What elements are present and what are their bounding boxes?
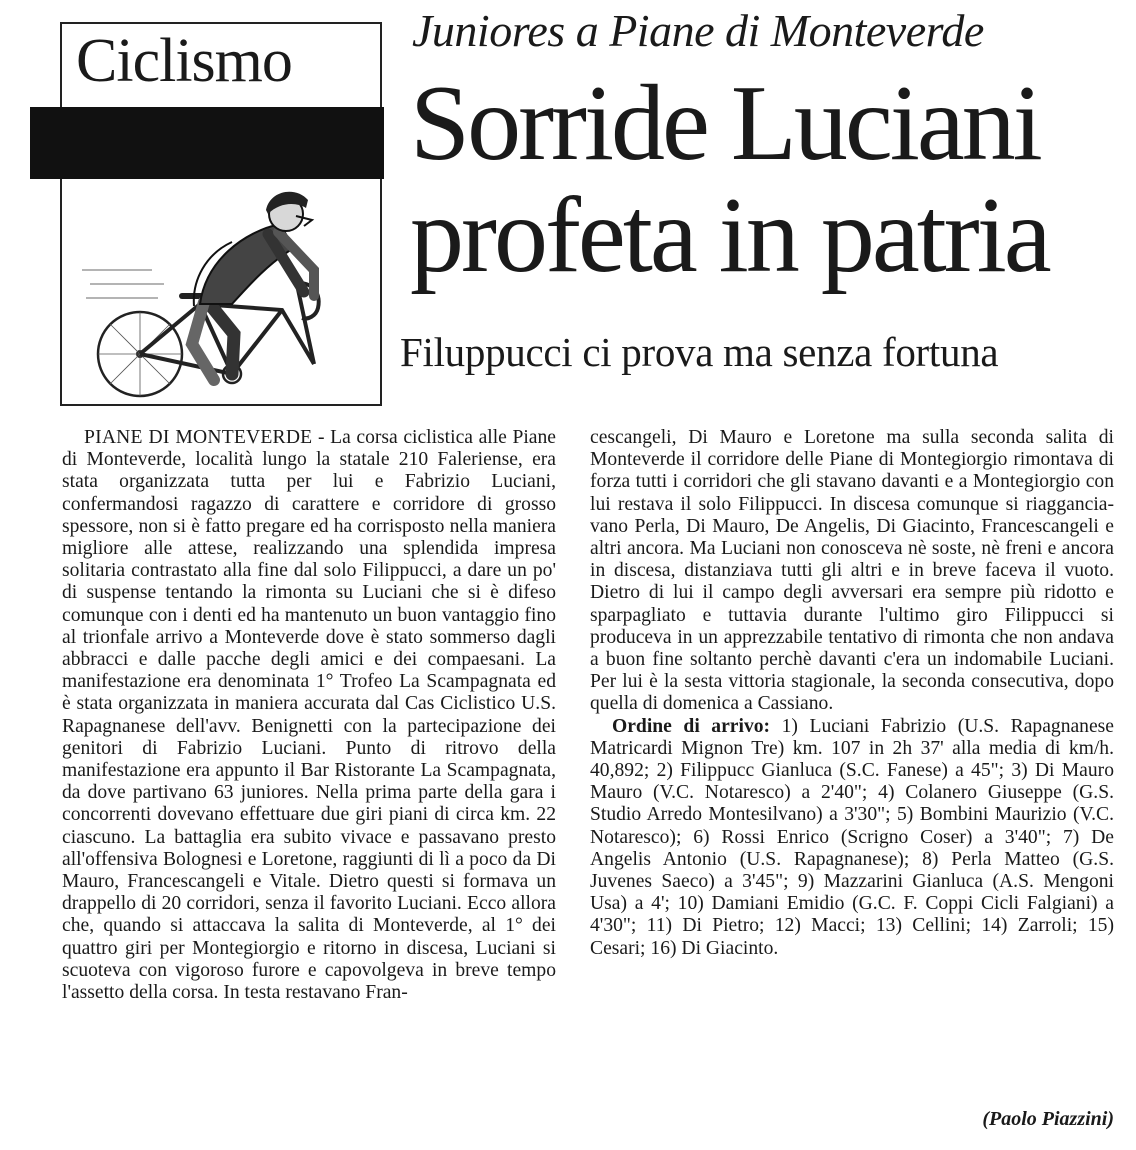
results-paragraph [590,716,1114,960]
article-text-left: - La corsa ciclistica alle Piane di Monteverde, località lungo la statale 210 Faleriense, era stata organizzata tutta per lui e Fabrizio Luciani, confermandosi ragazzo di carattere e corridore di grosso spessore, non si è fatto pregare ed ha corrisposto nella maniera migliore alle attese, realizzando una splendida impresa solitaria contrastato alla fine dal solo Filippucci, a dare un po' di suspense tentando la rimonta su Luciani che si è difeso comunque con i denti ed ha mantenuto un buon vantaggio fino al trionfale arrivo a Monteverde dove è stato sommerso dagli abbracci e dalle pacche degli amici e dei compaesani. La manifestazione era denominata 1° Trofeo La Scampagnata ed è stata organizzata in maniera accurata dal Cas Ciclistico U.S. Rapagnanese dell'avv. Benignetti con la partecipazione dei genitori di Fabrizio Luciani. Punto di ritrovo della manifestazione era appunto il Bar Ristorante La Scampagnata, da dove partivano 63 juniores. Nella prima parte della gara i concorrenti dovevano effettuare due giri piani di circa km. 22 ciascuno. La battaglia era subito vivace e passavano presto all'offensiva Bolognesi e Loretone, raggiunti di lì a poco da Di Mauro, Francescangeli e Vitale. Dietro questi si formava un drappello di 20 corridori, senza il favorito Luciani. Ecco allora che, quando si attaccava la salita di Monteverde, al 1° dei quattro giri per Montegiorgio e ritorno in discesa, Luciani si scuoteva con vigoroso furore e capovolgeva in breve tempo l'assetto della corsa. In testa restavano Fran- [62,427,556,1004]
article-paragraph [62,427,556,1004]
section-bar [30,107,384,179]
results-label: Ordine di arrivo: [612,715,771,737]
headline-line-2: profeta in patria [410,176,1049,295]
cyclist-icon [82,184,372,400]
article-column-right [590,427,1114,960]
subheadline: Filuppucci ci prova ma senza fortuna [400,329,999,375]
author-byline: (Paolo Piazzini) [982,1108,1114,1130]
dateline: PIANE DI MONTEVERDE [84,427,313,448]
section-label: Ciclismo [76,27,292,95]
article-text-right: cescangeli, Di Mauro e Loretone ma sulla seconda salita di Monteverde il corridore delle Piane di Montegiorgio rimontava di forza tutti i corridori che gli stavano davanti e a Montegiorgio con lui restava il solo Filippucci. In discesa comunque si riagganciavano Perla, Di Mauro, De Angelis, Di Giacinto, Francescangeli e altri ancora. Ma Luciani non conosceva nè soste, nè freni e ancora in discesa, distanziava tutti gli altri e in breve faceva il vuoto. Dietro di lui il campo degli avversari era sempre più ridotto e sparpagliato e tuttavia durante l'ultimo giro Filippucci si produceva in un apprezzabile tentativo di rimonta che non andava a buon fine soltanto perchè davanti c'era un indomabile Luciani. Per lui è la sesta vittoria stagionale, la seconda consecutiva, dopo quella di domenica a Cassiano. [590,427,1114,715]
article-column-left [62,427,556,1004]
section-box [60,22,382,406]
headline-line-1: Sorride Luciani [410,64,1040,183]
results-text: 1) Luciani Fabrizio (U.S. Rapagnanese Matricardi Mignon Tre) km. 107 in 2h 37' alla media di km/h. 40,892; 2) Filippucc Gianluca (S.C. Fanese) a 45"; 3) Di Mauro Mauro (V.C. Notaresco) a 2'40"; 4) Colanero Giuseppe (G.S. Studio Arredo Montesilvano) a 3'30"; 5) Bombini Maurizio (V.C. Notaresco); 6) Rossi Enrico (Scrigno Coser) a 3'40"; 7) De Angelis Antonio (U.S. Rapagnanese); 8) Perla Matteo (G.S. Juvenes Saeco) a 3'45"; 9) Mazzarini Gianluca (A.S. Mengoni Usa) a 4'; 10) Damiani Emidio (G.C. F. Coppi Cicli Falgiani) a 4'30"; 11) Di Pietro; 12) Macci; 13) Cellini; 14) Zarroli; 15) Cesari; 16) Di Giacinto. [590,715,1114,959]
kicker: Juniores a Piane di Monteverde [412,5,984,56]
headline [410,64,1120,295]
